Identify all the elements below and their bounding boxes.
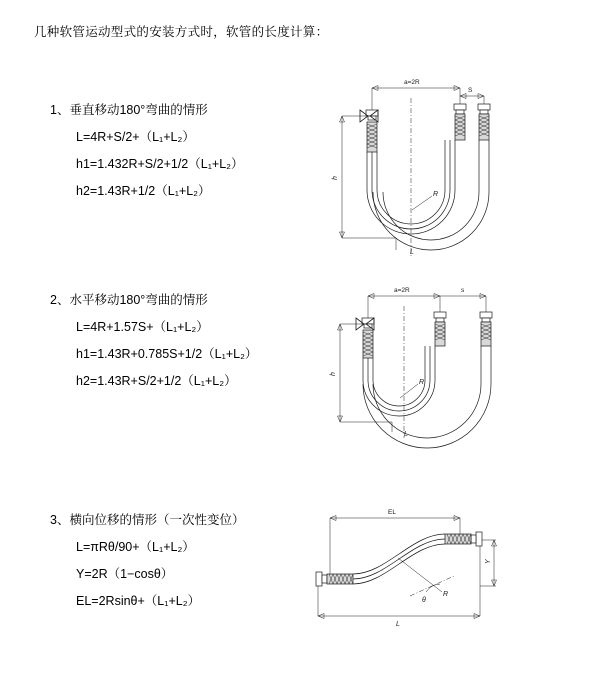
- section-1-formula-3: h2=1.43R+1/2（L₁+L₂）: [76, 184, 211, 198]
- dim-label-l-2: L: [404, 431, 408, 438]
- section-1-formula-2: h1=1.432R+S/2+1/2（L₁+L₂）: [76, 157, 244, 171]
- page-title: 几种软管运动型式的安装方式时，软管的长度计算：: [34, 25, 329, 39]
- horizontal-180-bend-diagram: [300, 280, 520, 460]
- dim-label-s: S: [468, 87, 473, 94]
- section-3-title: 3、横向位移的情形（一次性变位）: [50, 513, 245, 527]
- section-2-title: 2、水平移动180°弯曲的情形: [50, 293, 208, 307]
- section-2-formula-1: L=4R+1.57S+（L₁+L₂）: [76, 320, 209, 334]
- dim-label-r: R: [433, 191, 439, 198]
- dim-label-l-3: L: [396, 621, 400, 628]
- dim-label-r-3: R: [443, 591, 449, 598]
- section-3-text: [50, 510, 310, 618]
- dim-label-h-2: h: [330, 372, 337, 376]
- dim-label-el: EL: [388, 509, 396, 516]
- dim-label-s-2: s: [461, 287, 465, 294]
- dim-label-r-2: R: [419, 379, 425, 386]
- dim-label-a2r-2: a=2R: [394, 287, 410, 294]
- section-2-text: [50, 290, 310, 398]
- section-1-text: [50, 100, 310, 208]
- lateral-offset-diagram: [290, 500, 520, 640]
- section-3-formula-1: L=πRθ/90+（L₁+L₂）: [76, 540, 195, 554]
- dim-label-a2r: a=2R: [404, 79, 420, 86]
- dim-label-theta: θ: [422, 597, 426, 604]
- section-2-formula-2: h1=1.43R+0.785S+1/2（L₁+L₂）: [76, 347, 258, 361]
- dim-label-h: h: [332, 176, 339, 180]
- section-1-title: 1、垂直移动180°弯曲的情形: [50, 103, 208, 117]
- section-1-formula-1: L=4R+S/2+（L₁+L₂）: [76, 130, 195, 144]
- section-3-formula-3: EL=2Rsinθ+（L₁+L₂）: [76, 594, 201, 608]
- vertical-180-bend-diagram: [300, 70, 520, 280]
- dim-label-l: L: [410, 249, 414, 256]
- section-3-formula-2: Y=2R（1−cosθ）: [76, 567, 174, 581]
- dim-label-y: Y: [485, 559, 492, 564]
- section-2-formula-3: h2=1.43R+S/2+1/2（L₁+L₂）: [76, 374, 237, 388]
